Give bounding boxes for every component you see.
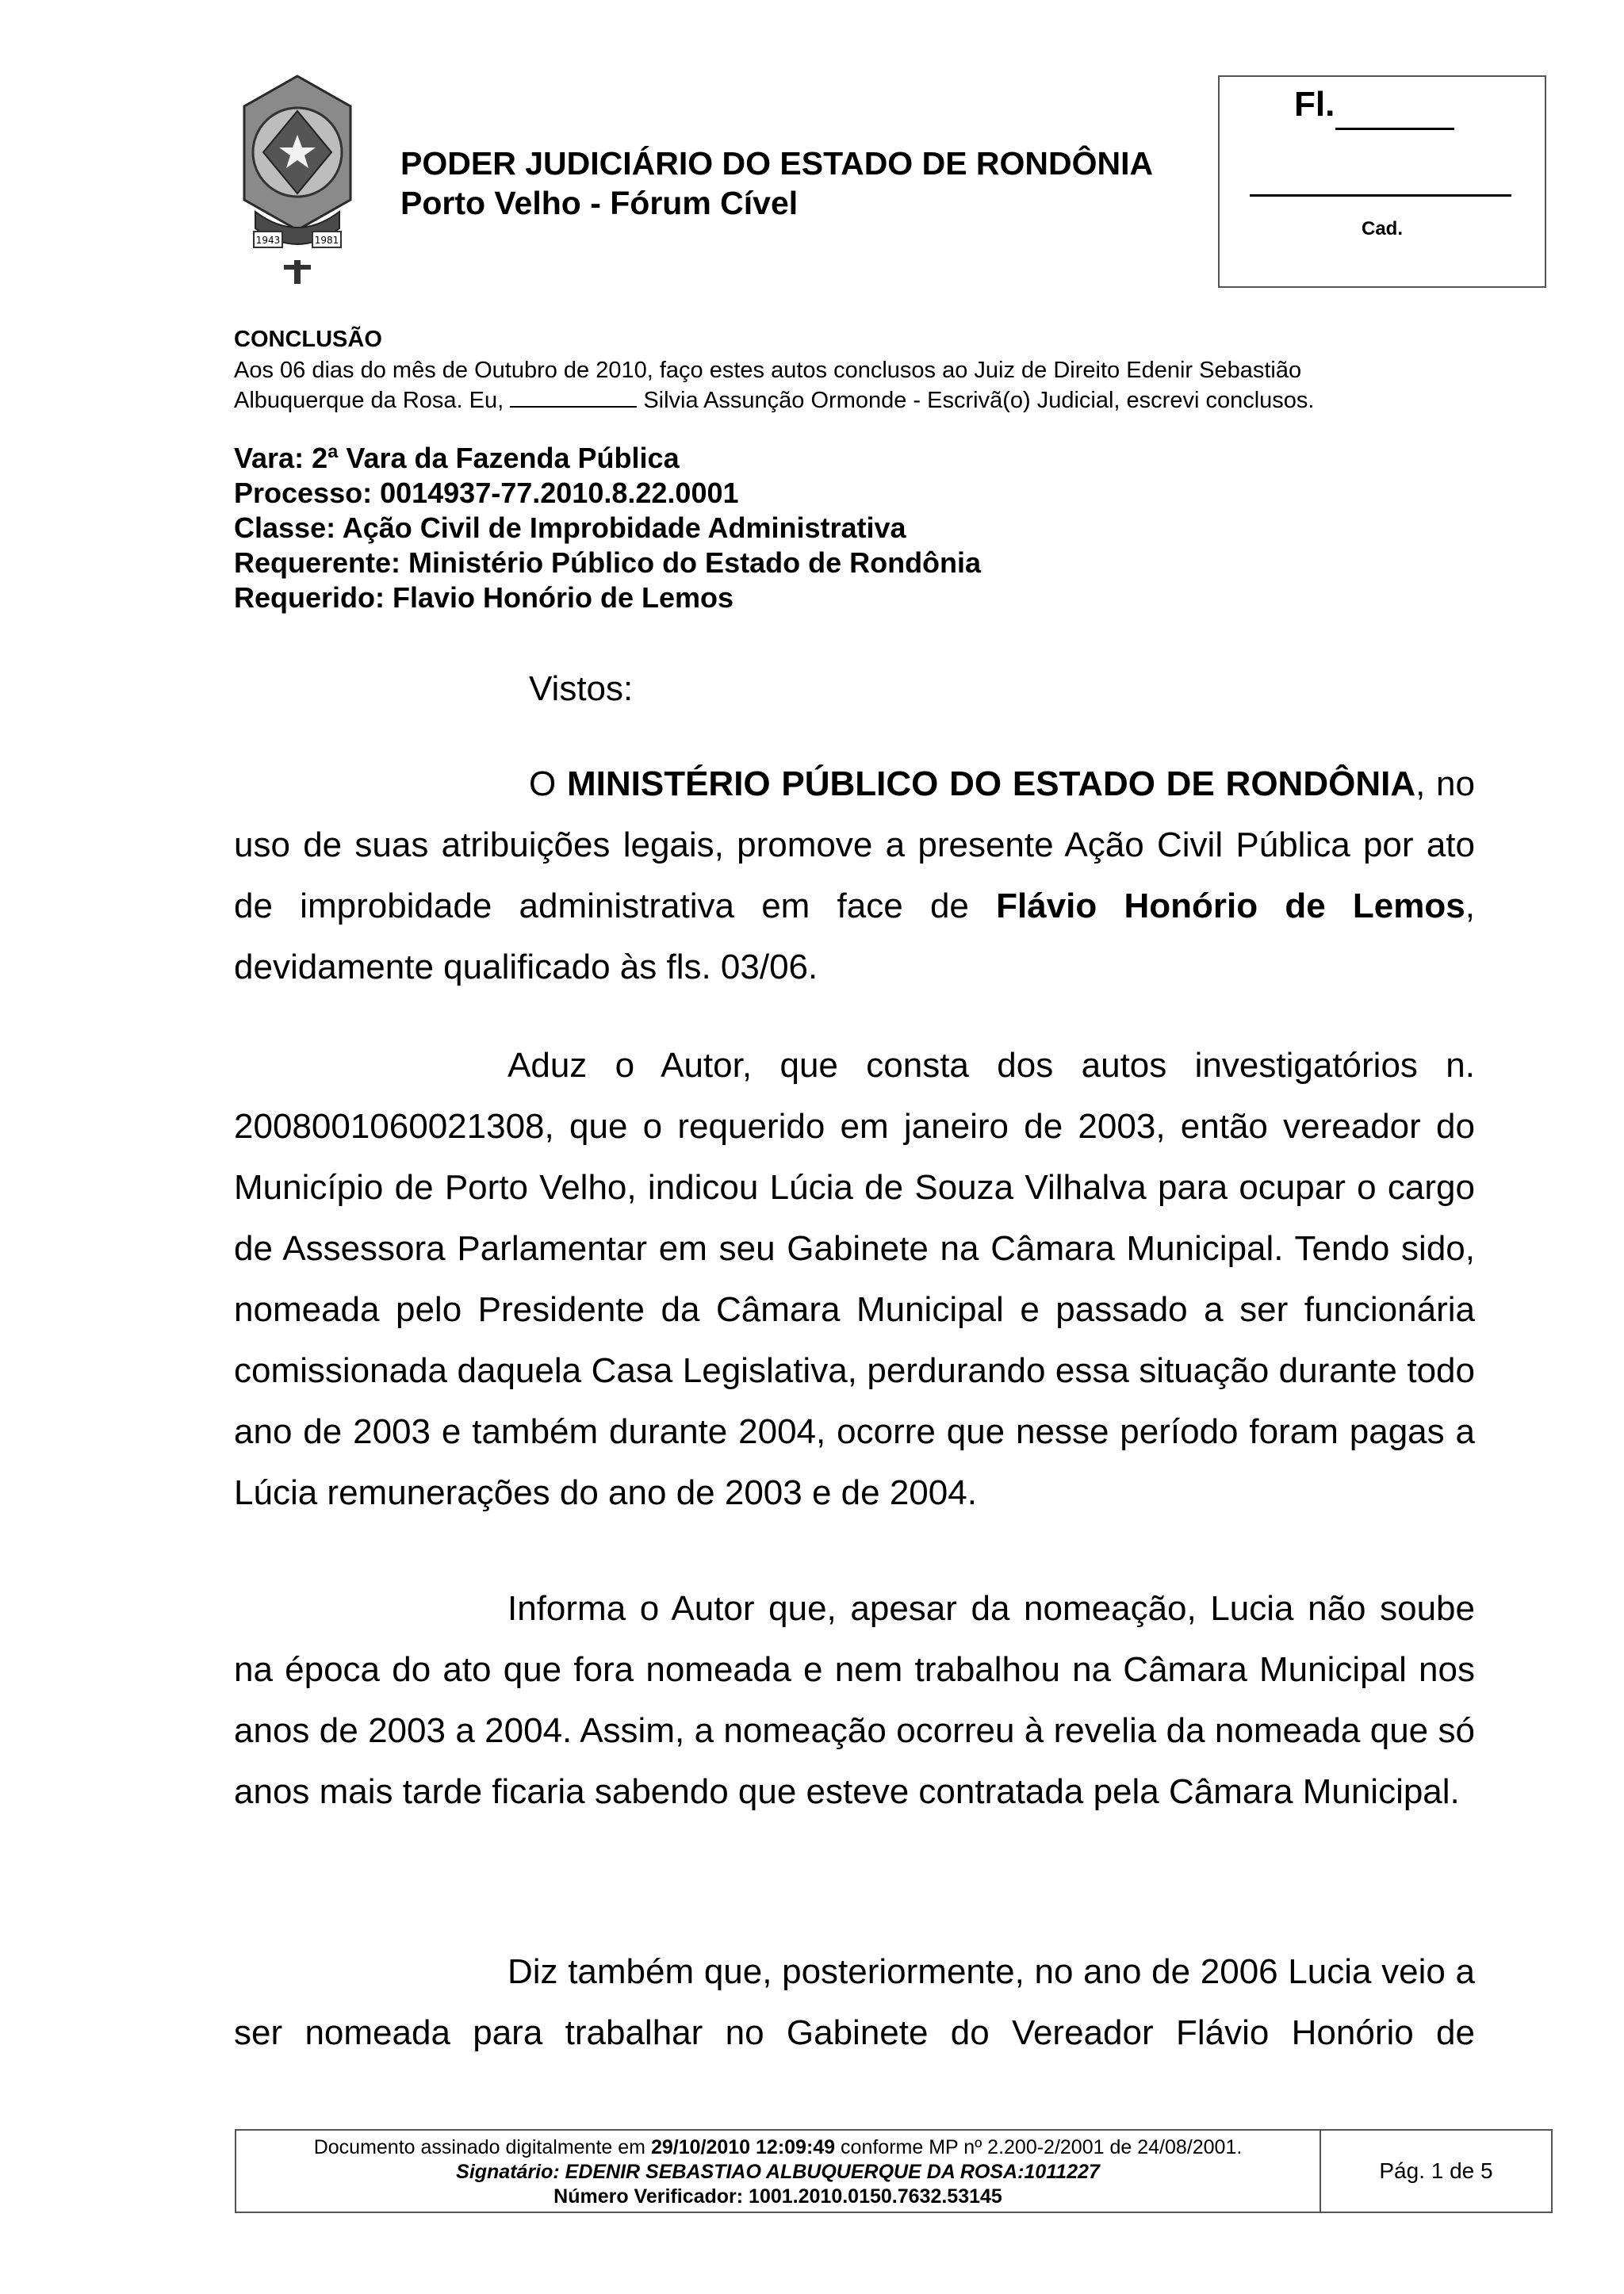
crest-year-right: 1981	[314, 235, 339, 246]
conclusao-line-2	[234, 385, 1400, 416]
signature-blank	[510, 387, 637, 408]
footer-mp-text: conforme MP nº 2.200-2/2001 de 24/08/2001.	[835, 2136, 1243, 2158]
footer-line-1	[236, 2135, 1320, 2160]
folio-number-line	[1335, 128, 1454, 130]
court-title: PODER JUDICIÁRIO DO ESTADO DE RONDÔNIA	[400, 145, 1154, 182]
crest-year-left: 1943	[255, 235, 281, 246]
p4-text: Diz também que, posteriormente, no ano de 2006 Lucia veio a ser nomeada para trabalhar no Gabinete do Vereador Flávio Honório de	[234, 1952, 1475, 2052]
conclusao-title: CONCLUSÃO	[234, 327, 382, 352]
page-number: Pág. 1 de 5	[1379, 2158, 1493, 2183]
footer-signed-text: Documento assinado digitalmente em	[313, 2136, 651, 2158]
paragraph-4	[234, 1941, 1475, 2063]
conclusao-line-1: Aos 06 dias do mês de Outubro de 2010, faço estes autos conclusos ao Juiz de Direito Edenir Sebastião	[234, 358, 1302, 383]
crest-ribbon: RONDÔNIA	[273, 250, 322, 260]
folio-box	[1218, 75, 1546, 288]
p1-ministerio: MINISTÉRIO PÚBLICO DO ESTADO DE RONDÔNIA	[566, 764, 1416, 803]
p1-requerido-name: Flávio Honório de Lemos	[996, 887, 1465, 925]
conclusao-text	[234, 355, 1400, 416]
footer-verificador: Número Verificador: 1001.2010.0150.7632.53145	[553, 2185, 1002, 2208]
paragraph-3	[234, 1578, 1475, 1822]
p1-intro: O	[529, 764, 567, 803]
vistos-text: Vistos:	[529, 669, 634, 708]
footer-signatario: Signatário: EDENIR SEBASTIAO ALBUQUERQUE DA ROSA:1011227	[456, 2161, 1100, 2183]
conclusao-line-2-a: Albuquerque da Rosa. Eu,	[234, 388, 504, 413]
footer-signature-info	[236, 2131, 1321, 2212]
case-requerido: Requerido: Flavio Honório de Lemos	[234, 581, 734, 614]
folio-label: Fl.	[1294, 85, 1335, 124]
paragraph-1	[234, 753, 1475, 998]
case-classe: Classe: Ação Civil de Improbidade Administrativa	[234, 511, 906, 544]
court-subtitle: Porto Velho - Fórum Cível	[400, 185, 799, 221]
case-info	[234, 441, 981, 615]
coat-of-arms-icon	[238, 73, 357, 289]
vistos-heading	[234, 658, 1475, 719]
cad-line	[1250, 194, 1511, 197]
signature-footer	[235, 2129, 1553, 2213]
p1-middle: , no uso de suas atribuições legais, promove a presente Ação Civil Pública por ato de improbidade administrativa em face de	[234, 764, 1475, 925]
case-requerente: Requerente: Ministério Público do Estado de Rondônia	[234, 546, 982, 579]
p3-text: Informa o Autor que, apesar da nomeação, Lucia não soube na época do ato que fora nomeada e nem trabalhou na Câmara Municipal nos anos de 2003 a 2004. Assim, a nomeação ocorreu à revelia da nomeada que só anos mais tarde ficaria sabendo que esteve contratada pela Câmara Municipal.	[234, 1589, 1475, 1811]
paragraph-2	[234, 1035, 1475, 1523]
footer-signed-datetime: 29/10/2010 12:09:49	[650, 2136, 836, 2158]
cad-label: Cad.	[1361, 218, 1403, 239]
p2-text: Aduz o Autor, que consta dos autos investigatórios n. 2008001060021308, que o requerido em janeiro de 2003, então vereador do Município de Porto Velho, indicou Lúcia de Souza Vilhalva para ocupar o cargo de Assessora Parlamentar em seu Gabinete na Câmara Municipal. Tendo sido, nomeada pelo Presidente da Câmara Municipal e passado a ser funcionária comissionada daquela Casa Legislativa, perdurando essa situação durante todo ano de 2003 e também durante 2004, ocorre que nesse período foram pagas a Lúcia remunerações do ano de 2003 e de 2004.	[234, 1046, 1475, 1512]
case-processo: Processo: 0014937-77.2010.8.22.0001	[234, 477, 739, 509]
p1-end: , devidamente qualificado às fls. 03/06.	[234, 887, 1475, 986]
conclusao-line-2-b: Silvia Assunção Ormonde - Escrivã(o) Judicial, escrevi conclusos.	[643, 388, 1315, 413]
case-vara: Vara: 2ª Vara da Fazenda Pública	[234, 442, 680, 474]
